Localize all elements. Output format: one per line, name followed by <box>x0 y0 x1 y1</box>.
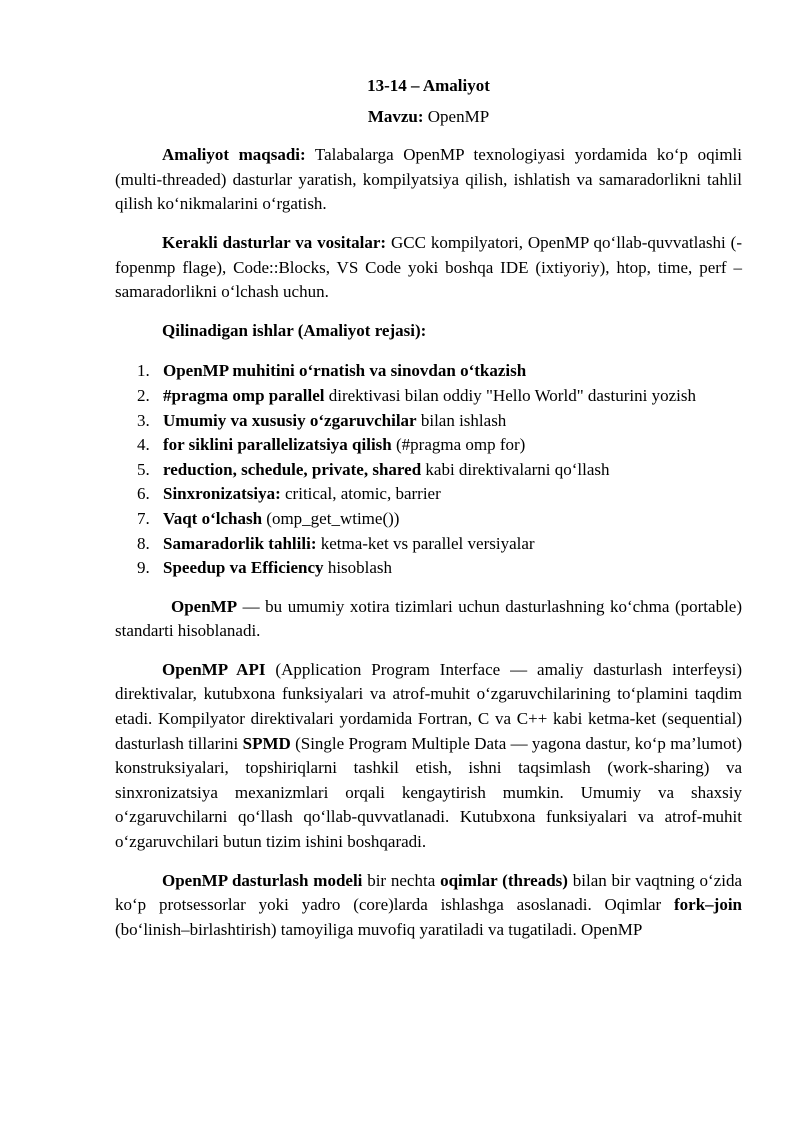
list-item-bold: Sinxronizatsiya: <box>163 484 281 504</box>
model-bold: OpenMP dasturlash modeli <box>162 870 363 890</box>
model-text-continued: bilan bir vaqtning o‘zida ko‘p protsessorlar yoki yadro (core)larda ishlashga asoslanadi. Oqimlar <box>115 870 743 915</box>
list-item <box>115 532 742 557</box>
list-item <box>115 359 742 384</box>
list-item-number: 9. <box>137 558 150 578</box>
tasks-heading: Qilinadigan ishlar (Amaliyot rejasi): <box>162 320 427 340</box>
list-item <box>115 482 742 507</box>
list-item-number: 6. <box>137 484 150 504</box>
tools-paragraph <box>115 231 742 305</box>
list-item-number: 5. <box>137 459 150 479</box>
threads-bold: oqimlar (threads) <box>440 870 568 890</box>
list-item <box>115 409 742 434</box>
model-text: bir nechta <box>362 870 441 890</box>
goal-paragraph <box>115 143 742 217</box>
list-item-text: kabi direktivalarni qo‘llash <box>421 459 610 479</box>
list-item-number: 4. <box>137 435 150 455</box>
subtitle-label: Mavzu: <box>367 106 424 126</box>
list-item-text: (#pragma omp for) <box>391 435 526 455</box>
document-content <box>115 74 742 956</box>
model-paragraph <box>115 869 742 943</box>
document-title: 13-14 – Amaliyot <box>367 76 490 95</box>
list-item-text: direktivasi bilan oddiy "Hello World" dasturini yozish <box>324 385 697 405</box>
list-item <box>115 458 742 483</box>
list-item-text: (omp_get_wtime()) <box>262 508 400 528</box>
list-item-text: ketma-ket vs parallel versiyalar <box>316 533 535 553</box>
openmp-intro-paragraph <box>115 595 742 644</box>
openmp-intro-text: — bu umumiy xotira tizimlari uchun dasturlashning ko‘chma (portable) standarti hisoblanadi. <box>115 596 742 641</box>
goal-text: Talabalarga OpenMP texnologiyasi yordamida ko‘p oqimli (multi-threaded) dasturlar yaratish, kompilyatsiya qilish, ishlatish va samaradorlikni tahlil qilish ko‘nikmalarini o‘rgatish. <box>115 145 742 214</box>
list-item-number: 8. <box>137 533 150 553</box>
list-item <box>115 433 742 458</box>
list-item-bold: Umumiy va xususiy o‘zgaruvchilar <box>163 410 417 430</box>
list-item <box>115 556 742 581</box>
list-item-bold: Vaqt o‘lchash <box>163 508 263 528</box>
list-item-number: 1. <box>137 361 150 381</box>
openmp-intro-bold: OpenMP <box>171 596 238 616</box>
list-item-text: bilan ishlash <box>416 410 507 430</box>
document-subtitle <box>115 105 742 130</box>
list-item-bold: #pragma omp parallel <box>163 385 325 405</box>
fork-join-bold: fork–join <box>674 895 742 915</box>
openmp-api-bold: OpenMP API <box>162 659 266 679</box>
list-item-bold: Speedup va Efficiency <box>163 558 324 578</box>
model-text-end: (bo‘linish–birlashtirish) tamoyiliga muvofiq yaratiladi va tugatiladi. OpenMP <box>115 919 643 939</box>
tools-label: Kerakli dasturlar va vositalar: <box>162 232 387 252</box>
list-item-number: 2. <box>137 385 150 405</box>
list-item-bold: reduction, schedule, private, shared <box>163 459 422 479</box>
list-item-text: critical, atomic, barrier <box>280 484 441 504</box>
list-item-number: 7. <box>137 508 150 528</box>
subtitle-value: OpenMP <box>423 106 490 126</box>
list-item <box>115 507 742 532</box>
list-item-text: hisoblash <box>323 558 393 578</box>
openmp-api-text-continued: (Single Program Multiple Data — yagona dastur, ko‘p ma’lumot) konstruksiyalari, topshiriqlarni tashkil etish, ishni taqsimlash (work-sharing) va sinxronizatsiya mexanizmlari orqali kengaytirish mumkin. Umumiy va shaxsiy o‘zgaruvchilarni qo‘llash qo‘llab-quvvatlanadi. Kutubxona funksiyalari va atrof-muhit o‘zgaruvchilari butun tizim ishini boshqaradi. <box>115 733 742 852</box>
list-item <box>115 384 742 409</box>
openmp-api-text: (Application Program Interface — amaliy dasturlash interfeysi) direktivalar, kutubxona funksiyalari va atrof-muhit o‘zgaruvchilarining to‘plamini taqdim etadi. Kompilyator direktivalari yordamida Fortran, C va C++ kabi ketma-ket (sequential) dasturlash tillarini <box>115 659 743 753</box>
list-item-bold: Samaradorlik tahlili: <box>163 533 317 553</box>
openmp-api-paragraph <box>115 658 742 855</box>
tools-text: GCC kompilyatori, OpenMP qo‘llab-quvvatlashi (-fopenmp flage), Code::Blocks, VS Code yoki boshqa IDE (ixtiyoriy), htop, time, perf – samaradorlikni o‘lchash uchun. <box>115 232 742 302</box>
tasks-list <box>115 359 742 580</box>
list-item-bold: for siklini parallelizatsiya qilish <box>163 435 392 455</box>
list-item-number: 3. <box>137 410 150 430</box>
spmd-bold: SPMD <box>242 733 291 753</box>
goal-label: Amaliyot maqsadi: <box>162 145 306 165</box>
list-item-bold: OpenMP muhitini o‘rnatish va sinovdan o‘tkazish <box>163 361 527 381</box>
